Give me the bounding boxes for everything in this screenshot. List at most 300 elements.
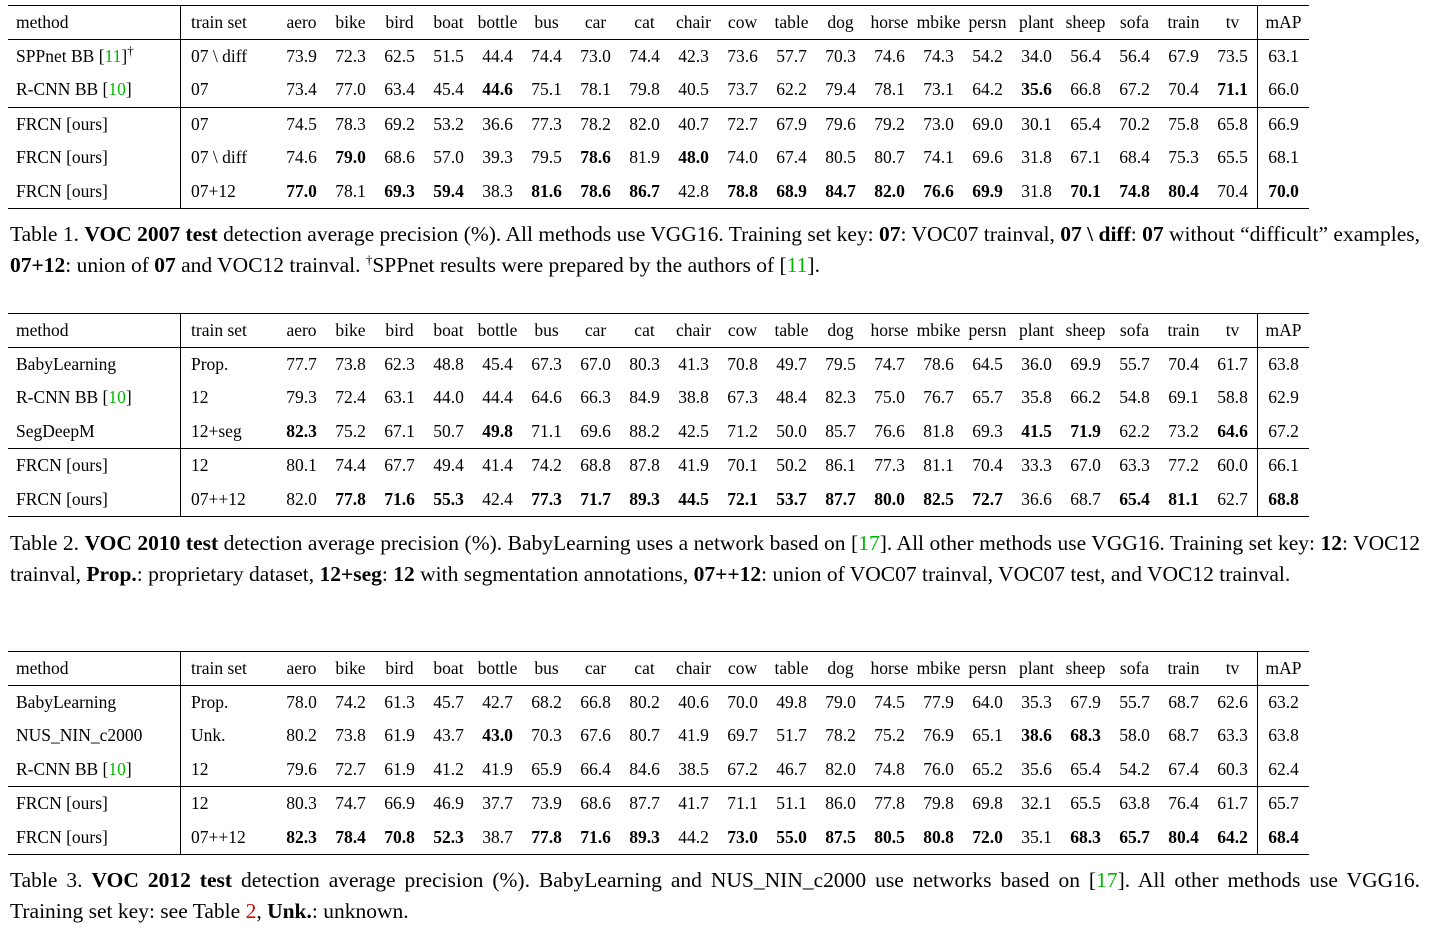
ap-value-cell: 35.6 <box>1021 758 1052 779</box>
ap-value-cell: 42.5 <box>678 420 709 441</box>
table-row <box>8 381 1309 414</box>
ap-value-cell: 63.1 <box>384 387 415 408</box>
method-name: FRCN [ours] <box>16 488 108 509</box>
ap-value-cell: 74.8 <box>874 758 905 779</box>
column-header: chair <box>669 314 718 348</box>
train-set-cell: 12 <box>181 381 278 414</box>
column-header: horse <box>865 6 914 40</box>
ap-value-cell: 42.8 <box>669 175 718 209</box>
ap-value-cell: 67.0 <box>1061 449 1110 483</box>
ap-value-cell: 74.2 <box>326 686 375 720</box>
ap-value-cell: 64.5 <box>963 348 1012 382</box>
ap-value-cell: 54.2 <box>963 40 1012 74</box>
ap-value-cell: 51.5 <box>424 40 473 74</box>
ap-value-cell: 80.3 <box>277 787 326 821</box>
column-header: aero <box>277 6 326 40</box>
ap-value-cell: 68.6 <box>571 787 620 821</box>
column-header: persn <box>963 6 1012 40</box>
ap-value-cell: 56.4 <box>1061 40 1110 74</box>
column-header: sheep <box>1061 6 1110 40</box>
ap-value-cell: 41.2 <box>433 758 464 779</box>
ap-value-cell: 74.6 <box>286 147 317 168</box>
train-set-cell: Unk. <box>181 719 278 752</box>
column-header: sheep <box>1061 652 1110 686</box>
map-value-cell: 68.4 <box>1258 821 1310 855</box>
ap-value-cell: 54.8 <box>1119 387 1150 408</box>
caption-text: : <box>381 562 394 586</box>
ap-value-cell: 88.2 <box>629 420 660 441</box>
ap-value-cell: 44.6 <box>482 79 513 100</box>
ap-value-cell: 80.7 <box>874 147 905 168</box>
ap-value-cell: 64.6 <box>531 387 562 408</box>
column-header: train <box>1159 652 1208 686</box>
ap-value-cell: 75.2 <box>335 420 366 441</box>
ap-value-cell: 61.9 <box>384 758 415 779</box>
method-name: BabyLearning <box>16 691 117 712</box>
map-value-cell: 63.8 <box>1258 719 1310 752</box>
ap-value-cell: 89.3 <box>620 821 669 855</box>
column-header: method <box>8 6 181 40</box>
ap-value-cell: 80.1 <box>277 449 326 483</box>
ap-value-cell: 35.8 <box>1021 387 1052 408</box>
caption-text: detection average precision (%). All methods use VGG16. Training set key: <box>217 222 880 246</box>
ap-value-cell: 41.9 <box>482 758 513 779</box>
ap-value-cell: 60.0 <box>1208 449 1258 483</box>
column-header: car <box>571 314 620 348</box>
ap-value-cell: 75.0 <box>874 387 905 408</box>
ap-value-cell: 77.8 <box>522 821 571 855</box>
ap-value-cell: 73.1 <box>923 79 954 100</box>
ap-value-cell: 87.7 <box>816 483 865 517</box>
table-row <box>8 73 1309 107</box>
ap-value-cell: 80.5 <box>825 147 856 168</box>
map-value-cell: 66.9 <box>1258 107 1310 141</box>
column-header: table <box>767 6 816 40</box>
ap-value-cell: 85.7 <box>825 420 856 441</box>
caption-text: ]. All other methods use VGG16. Training set key: <box>879 531 1321 555</box>
ap-value-cell: 36.6 <box>1012 483 1061 517</box>
ap-value-cell: 57.0 <box>433 147 464 168</box>
ap-value-cell: 62.7 <box>1208 483 1258 517</box>
ap-value-cell: 70.4 <box>1159 348 1208 382</box>
ap-value-cell: 39.3 <box>482 147 513 168</box>
column-header: train set <box>181 652 278 686</box>
column-header: chair <box>669 6 718 40</box>
ap-value-cell: 70.3 <box>531 725 562 746</box>
column-header: cow <box>718 6 767 40</box>
table-row <box>8 821 1309 855</box>
ap-value-cell: 77.2 <box>1159 449 1208 483</box>
caption-text: detection average precision (%). BabyLearning uses a network based on [ <box>218 531 859 555</box>
ap-value-cell: 74.7 <box>326 787 375 821</box>
ap-value-cell: 77.0 <box>277 175 326 209</box>
table-voc2012 <box>8 651 1430 855</box>
caption-text: : union of <box>65 253 155 277</box>
ap-value-cell: 79.4 <box>825 79 856 100</box>
caption-key: 07+12 <box>10 253 66 277</box>
ap-value-cell: 76.6 <box>914 175 963 209</box>
map-value-cell: 70.0 <box>1258 175 1310 209</box>
table-voc2007 <box>8 5 1430 209</box>
ap-value-cell: 62.2 <box>776 79 807 100</box>
column-header: bus <box>522 652 571 686</box>
table-row <box>8 686 1309 720</box>
ap-value-cell: 84.9 <box>629 387 660 408</box>
column-header: plant <box>1012 314 1061 348</box>
ap-value-cell: 72.3 <box>326 40 375 74</box>
column-header: tv <box>1208 314 1258 348</box>
method-cell <box>8 107 181 141</box>
ap-value-cell: 82.0 <box>865 175 914 209</box>
column-header: horse <box>865 652 914 686</box>
caption-title: VOC 2007 test <box>84 222 218 246</box>
caption-key: 12 <box>393 562 415 586</box>
ap-value-cell: 65.5 <box>1217 147 1248 168</box>
ap-value-cell: 69.2 <box>375 107 424 141</box>
column-header: mAP <box>1258 652 1310 686</box>
method-cell: R-CNN BB [10] <box>16 758 132 779</box>
ap-value-cell: 46.7 <box>776 758 807 779</box>
ap-value-cell: 74.7 <box>865 348 914 382</box>
method-name: BabyLearning <box>16 353 117 374</box>
ap-value-cell: 62.5 <box>375 40 424 74</box>
ap-value-cell: 68.7 <box>1168 725 1199 746</box>
column-header: table <box>767 314 816 348</box>
ap-value-cell: 69.9 <box>963 175 1012 209</box>
caption-key: 07 <box>1142 222 1164 246</box>
ap-value-cell: 43.7 <box>433 725 464 746</box>
ap-value-cell: 77.3 <box>865 449 914 483</box>
ap-value-cell: 42.4 <box>473 483 522 517</box>
ap-value-cell: 87.8 <box>620 449 669 483</box>
ap-value-cell: 81.6 <box>522 175 571 209</box>
ap-value-cell: 68.2 <box>522 686 571 720</box>
ap-value-cell: 79.6 <box>286 758 317 779</box>
ap-value-cell: 64.0 <box>963 686 1012 720</box>
citation-link[interactable]: 11 <box>786 253 808 277</box>
ap-value-cell: 87.7 <box>620 787 669 821</box>
train-set-cell: 07 \ diff <box>181 141 278 174</box>
citation-link[interactable]: 10 <box>108 387 126 408</box>
method-cell <box>8 141 181 174</box>
ap-value-cell: 80.3 <box>620 348 669 382</box>
table-row <box>8 753 1309 787</box>
caption-key: 12+seg <box>319 562 382 586</box>
column-header: train set <box>181 314 278 348</box>
ap-value-cell: 78.1 <box>580 79 611 100</box>
ap-value-cell: 82.3 <box>286 420 317 441</box>
ap-value-cell: 42.7 <box>473 686 522 720</box>
column-header: bird <box>375 6 424 40</box>
method-cell: R-CNN BB [10] <box>16 387 132 408</box>
ap-value-cell: 78.2 <box>825 725 856 746</box>
table-row <box>8 40 1309 74</box>
ap-value-cell: 45.7 <box>424 686 473 720</box>
ap-value-cell: 70.8 <box>718 348 767 382</box>
ap-value-cell: 81.8 <box>923 420 954 441</box>
ap-value-cell: 38.5 <box>678 758 709 779</box>
results-table <box>8 313 1309 517</box>
ap-value-cell: 74.8 <box>1110 175 1159 209</box>
ap-value-cell: 78.4 <box>326 821 375 855</box>
ap-value-cell: 71.9 <box>1070 420 1101 441</box>
table-ref-link[interactable]: 2 <box>245 899 257 923</box>
ap-value-cell: 31.8 <box>1012 175 1061 209</box>
caption-text: with segmentation annotations, <box>414 562 694 586</box>
caption-text: : unknown. <box>311 899 409 923</box>
ap-value-cell: 41.5 <box>1021 420 1052 441</box>
ap-value-cell: 58.0 <box>1119 725 1150 746</box>
ap-value-cell: 49.8 <box>482 420 513 441</box>
column-header: sofa <box>1110 6 1159 40</box>
ap-value-cell: 68.9 <box>767 175 816 209</box>
ap-value-cell: 77.8 <box>865 787 914 821</box>
ap-value-cell: 72.7 <box>718 107 767 141</box>
column-header: aero <box>277 314 326 348</box>
ap-value-cell: 62.2 <box>1119 420 1150 441</box>
map-value-cell: 68.8 <box>1258 483 1310 517</box>
ap-value-cell: 74.4 <box>522 40 571 74</box>
ap-value-cell: 73.6 <box>718 40 767 74</box>
ap-value-cell: 72.1 <box>718 483 767 517</box>
method-cell <box>8 787 181 821</box>
ap-value-cell: 69.3 <box>972 420 1003 441</box>
caption-table-2 <box>10 528 1420 590</box>
caption-text: ]. <box>807 253 820 277</box>
column-header: dog <box>816 314 865 348</box>
ap-value-cell: 69.7 <box>727 725 758 746</box>
ap-value-cell: 75.2 <box>874 725 905 746</box>
method-name: SegDeepM <box>16 420 95 441</box>
table-row <box>8 107 1309 141</box>
ap-value-cell: 65.8 <box>1208 107 1258 141</box>
ap-value-cell: 49.7 <box>767 348 816 382</box>
ap-value-cell: 78.1 <box>874 79 905 100</box>
citation-link[interactable]: 10 <box>108 79 126 100</box>
column-header: bird <box>375 652 424 686</box>
ap-value-cell: 75.1 <box>531 79 562 100</box>
ap-value-cell: 74.5 <box>865 686 914 720</box>
ap-value-cell: 41.4 <box>473 449 522 483</box>
ap-value-cell: 63.8 <box>1110 787 1159 821</box>
method-name: FRCN [ours] <box>16 793 108 814</box>
ap-value-cell: 62.6 <box>1208 686 1258 720</box>
table-row <box>8 483 1309 517</box>
ap-value-cell: 80.4 <box>1159 821 1208 855</box>
ap-value-cell: 50.0 <box>776 420 807 441</box>
ap-value-cell: 74.2 <box>522 449 571 483</box>
ap-value-cell: 44.4 <box>473 40 522 74</box>
column-header: mAP <box>1258 6 1310 40</box>
ap-value-cell: 80.0 <box>865 483 914 517</box>
column-header: cat <box>620 6 669 40</box>
column-header: bike <box>326 314 375 348</box>
caption-table-1 <box>10 219 1420 281</box>
caption-key: 07 <box>879 222 901 246</box>
column-header: bus <box>522 314 571 348</box>
ap-value-cell: 84.6 <box>629 758 660 779</box>
ap-value-cell: 51.7 <box>776 725 807 746</box>
ap-value-cell: 68.7 <box>1061 483 1110 517</box>
results-table <box>8 651 1309 855</box>
method-name: R-CNN BB <box>16 387 99 408</box>
ap-value-cell: 40.6 <box>669 686 718 720</box>
method-cell <box>8 719 181 752</box>
ap-value-cell: 77.0 <box>335 79 366 100</box>
ap-value-cell: 71.6 <box>571 821 620 855</box>
ap-value-cell: 64.2 <box>1208 821 1258 855</box>
ap-value-cell: 69.3 <box>375 175 424 209</box>
column-header: car <box>571 6 620 40</box>
ap-value-cell: 76.0 <box>923 758 954 779</box>
ap-value-cell: 35.3 <box>1012 686 1061 720</box>
caption-title: VOC 2012 test <box>91 868 233 892</box>
ap-value-cell: 55.0 <box>767 821 816 855</box>
ap-value-cell: 53.7 <box>767 483 816 517</box>
ap-value-cell: 89.3 <box>620 483 669 517</box>
column-header: boat <box>424 314 473 348</box>
ap-value-cell: 73.9 <box>522 787 571 821</box>
column-header: bottle <box>473 652 522 686</box>
ap-value-cell: 80.8 <box>914 821 963 855</box>
ap-value-cell: 65.4 <box>1061 107 1110 141</box>
citation-link[interactable]: 11 <box>104 45 122 66</box>
train-set-cell: 12+seg <box>181 415 278 449</box>
train-set-cell: 07 \ diff <box>181 40 278 74</box>
ap-value-cell: 67.3 <box>727 387 758 408</box>
ap-value-cell: 67.4 <box>1168 758 1199 779</box>
ap-value-cell: 55.3 <box>424 483 473 517</box>
ap-value-cell: 63.3 <box>1110 449 1159 483</box>
table-row <box>8 449 1309 483</box>
ap-value-cell: 61.7 <box>1208 787 1258 821</box>
caption-key: Prop. <box>86 562 137 586</box>
column-header: cow <box>718 314 767 348</box>
train-set-cell: 07++12 <box>181 821 278 855</box>
ap-value-cell: 77.7 <box>277 348 326 382</box>
map-value-cell: 68.1 <box>1258 141 1310 174</box>
method-cell <box>8 686 181 720</box>
ap-value-cell: 78.6 <box>914 348 963 382</box>
ap-value-cell: 49.8 <box>767 686 816 720</box>
caption-label: Table 2. <box>10 531 80 555</box>
column-header: dog <box>816 6 865 40</box>
ap-value-cell: 38.6 <box>1021 725 1052 746</box>
ap-value-cell: 32.1 <box>1012 787 1061 821</box>
column-header: sheep <box>1061 314 1110 348</box>
method-name: SPPnet BB <box>16 45 95 66</box>
ap-value-cell: 64.6 <box>1217 420 1248 441</box>
ap-value-cell: 70.4 <box>1208 175 1258 209</box>
column-header: mbike <box>914 314 963 348</box>
ap-value-cell: 67.0 <box>571 348 620 382</box>
ap-value-cell: 68.3 <box>1070 725 1101 746</box>
ap-value-cell: 67.6 <box>580 725 611 746</box>
train-set-cell: 07+12 <box>181 175 278 209</box>
ap-value-cell: 42.3 <box>669 40 718 74</box>
caption-table-3 <box>10 865 1420 927</box>
ap-value-cell: 53.2 <box>424 107 473 141</box>
ap-value-cell: 64.2 <box>972 79 1003 100</box>
ap-value-cell: 57.7 <box>767 40 816 74</box>
column-header: sofa <box>1110 652 1159 686</box>
ap-value-cell: 74.0 <box>727 147 758 168</box>
method-name: R-CNN BB <box>16 79 99 100</box>
ap-value-cell: 71.1 <box>1217 79 1248 100</box>
citation-link[interactable]: 17 <box>858 531 880 555</box>
column-header: boat <box>424 652 473 686</box>
ap-value-cell: 87.5 <box>816 821 865 855</box>
ap-value-cell: 82.0 <box>620 107 669 141</box>
ap-value-cell: 72.4 <box>335 387 366 408</box>
ap-value-cell: 79.6 <box>816 107 865 141</box>
ap-value-cell: 67.9 <box>1159 40 1208 74</box>
ap-value-cell: 72.7 <box>335 758 366 779</box>
column-header: persn <box>963 314 1012 348</box>
ap-value-cell: 70.4 <box>1168 79 1199 100</box>
ap-value-cell: 71.7 <box>571 483 620 517</box>
column-header: bike <box>326 6 375 40</box>
ap-value-cell: 55.7 <box>1110 348 1159 382</box>
citation-link[interactable]: 10 <box>108 758 126 779</box>
caption-key: 07 <box>154 253 176 277</box>
ap-value-cell: 63.4 <box>384 79 415 100</box>
caption-text: detection average precision (%). BabyLearning and NUS_NIN_c2000 use networks based on [ <box>232 868 1097 892</box>
ap-value-cell: 67.9 <box>1061 686 1110 720</box>
map-value-cell: 65.7 <box>1258 787 1310 821</box>
ap-value-cell: 73.7 <box>727 79 758 100</box>
ap-value-cell: 74.5 <box>277 107 326 141</box>
ap-value-cell: 73.9 <box>277 40 326 74</box>
caption-key: 12 <box>1320 531 1343 555</box>
column-header: bottle <box>473 6 522 40</box>
ap-value-cell: 30.1 <box>1012 107 1061 141</box>
map-value-cell: 66.0 <box>1258 73 1310 107</box>
ap-value-cell: 74.3 <box>914 40 963 74</box>
ap-value-cell: 70.2 <box>1110 107 1159 141</box>
header-row <box>8 6 1309 40</box>
train-set-cell: 12 <box>181 753 278 787</box>
ap-value-cell: 70.4 <box>963 449 1012 483</box>
column-header: aero <box>277 652 326 686</box>
column-header: dog <box>816 652 865 686</box>
ap-value-cell: 73.0 <box>571 40 620 74</box>
ap-value-cell: 81.9 <box>629 147 660 168</box>
citation-link[interactable]: 17 <box>1096 868 1118 892</box>
ap-value-cell: 61.7 <box>1208 348 1258 382</box>
ap-value-cell: 65.2 <box>972 758 1003 779</box>
ap-value-cell: 67.1 <box>384 420 415 441</box>
map-value-cell: 66.1 <box>1258 449 1310 483</box>
column-header: cat <box>620 314 669 348</box>
caption-label: Table 1. <box>10 222 79 246</box>
column-header: sofa <box>1110 314 1159 348</box>
ap-value-cell: 82.0 <box>277 483 326 517</box>
ap-value-cell: 40.5 <box>678 79 709 100</box>
ap-value-cell: 80.2 <box>286 725 317 746</box>
ap-value-cell: 75.3 <box>1168 147 1199 168</box>
ap-value-cell: 84.7 <box>816 175 865 209</box>
ap-value-cell: 31.8 <box>1021 147 1052 168</box>
column-header: train <box>1159 6 1208 40</box>
ap-value-cell: 44.0 <box>433 387 464 408</box>
ap-value-cell: 68.4 <box>1119 147 1150 168</box>
column-header: table <box>767 652 816 686</box>
column-header: tv <box>1208 6 1258 40</box>
ap-value-cell: 54.2 <box>1119 758 1150 779</box>
column-header: cat <box>620 652 669 686</box>
ap-value-cell: 79.0 <box>335 147 366 168</box>
